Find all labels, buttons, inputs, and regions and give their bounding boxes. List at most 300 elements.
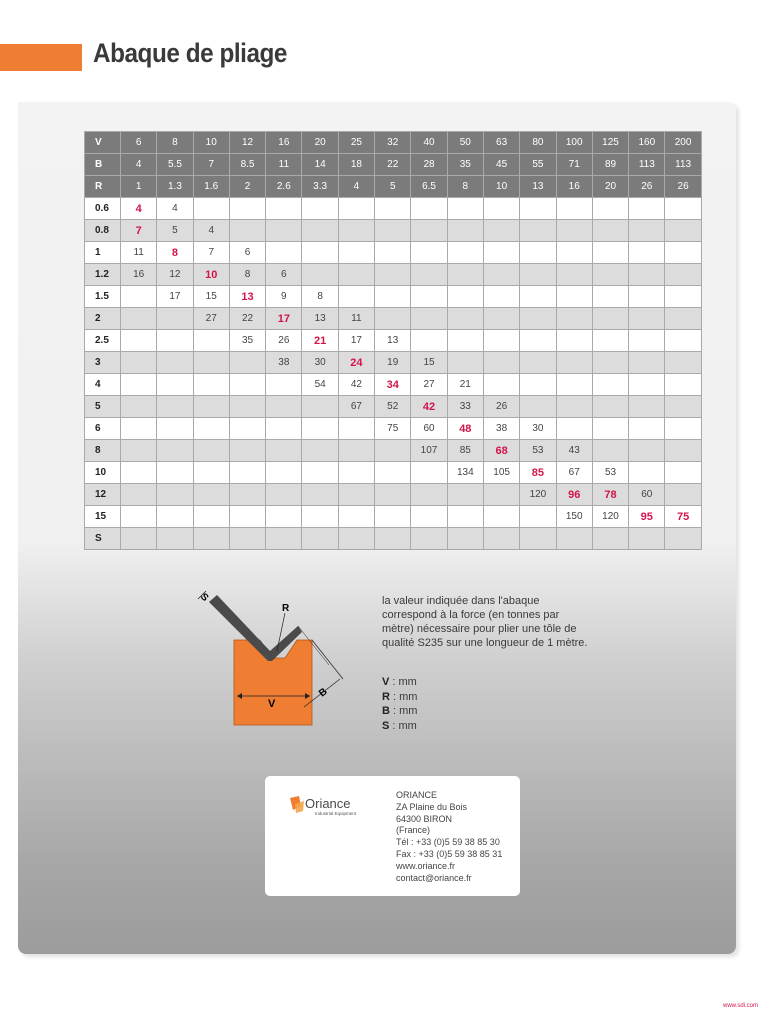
bending-diagram	[192, 585, 362, 735]
table-cell	[665, 440, 701, 462]
footer-mark: www.sdi.com	[722, 1003, 758, 1009]
table-cell	[520, 506, 556, 528]
table-cell	[483, 308, 519, 330]
table-cell	[302, 462, 338, 484]
table-cell	[520, 374, 556, 396]
row-header: 5	[85, 396, 121, 418]
table-cell	[338, 286, 374, 308]
table-cell: 96	[556, 484, 592, 506]
table-cell: 120	[520, 484, 556, 506]
table-cell	[665, 374, 701, 396]
contact-company: ORIANCE	[396, 790, 438, 800]
table-cell	[193, 396, 229, 418]
table-cell	[302, 440, 338, 462]
table-cell	[592, 308, 628, 330]
table-cell: 26	[483, 396, 519, 418]
row-header: 1.5	[85, 286, 121, 308]
table-cell	[556, 242, 592, 264]
table-cell	[629, 352, 665, 374]
table-cell	[121, 396, 157, 418]
table-cell: 5	[375, 176, 411, 198]
table-cell	[629, 286, 665, 308]
table-cell	[375, 198, 411, 220]
table-cell	[447, 286, 483, 308]
table-cell: 13	[520, 176, 556, 198]
table-row	[85, 352, 702, 374]
table-cell	[411, 462, 447, 484]
table-cell: 19	[375, 352, 411, 374]
table-cell	[411, 286, 447, 308]
table-cell: 75	[375, 418, 411, 440]
table-cell: 150	[556, 506, 592, 528]
table-cell	[375, 440, 411, 462]
table-cell	[665, 462, 701, 484]
table-cell	[483, 220, 519, 242]
row-header: 3	[85, 352, 121, 374]
table-cell	[266, 418, 302, 440]
table-row	[85, 264, 702, 286]
table-cell	[157, 374, 193, 396]
table-cell	[229, 220, 265, 242]
table-row	[85, 242, 702, 264]
table-cell: 32	[375, 132, 411, 154]
table-cell	[483, 330, 519, 352]
table-row	[85, 484, 702, 506]
table-cell: 78	[592, 484, 628, 506]
table-cell: 1.6	[193, 176, 229, 198]
table-cell: 6.5	[411, 176, 447, 198]
table-cell	[447, 506, 483, 528]
table-cell: 10	[193, 132, 229, 154]
table-cell: 27	[193, 308, 229, 330]
table-cell	[193, 528, 229, 550]
table-cell	[411, 484, 447, 506]
table-cell	[375, 506, 411, 528]
row-header: 8	[85, 440, 121, 462]
table-cell	[375, 528, 411, 550]
table-cell	[592, 418, 628, 440]
table-cell	[665, 264, 701, 286]
r-label: R	[282, 603, 290, 614]
table-cell: 60	[629, 484, 665, 506]
svg-text:Industrial Equipment: Industrial Equipment	[315, 811, 357, 816]
table-cell	[665, 220, 701, 242]
row-header: 2	[85, 308, 121, 330]
table-cell	[629, 242, 665, 264]
contact-fax: Fax : +33 (0)5 59 38 85 31	[396, 848, 503, 859]
table-cell	[483, 528, 519, 550]
table-cell: 8	[302, 286, 338, 308]
table-cell	[520, 286, 556, 308]
table-cell	[121, 484, 157, 506]
table-row	[85, 396, 702, 418]
title-accent-bar	[0, 44, 82, 71]
table-cell	[338, 418, 374, 440]
table-cell: 6	[121, 132, 157, 154]
table-cell	[302, 198, 338, 220]
table-cell: 8	[157, 132, 193, 154]
table-cell	[483, 352, 519, 374]
table-cell	[556, 396, 592, 418]
row-header: 6	[85, 418, 121, 440]
table-cell	[556, 264, 592, 286]
table-cell	[157, 418, 193, 440]
table-cell	[556, 528, 592, 550]
unit-v: V : mm	[382, 676, 417, 688]
table-cell	[121, 352, 157, 374]
table-cell	[592, 440, 628, 462]
table-cell: 60	[411, 418, 447, 440]
table-cell	[157, 484, 193, 506]
table-cell: 35	[229, 330, 265, 352]
table-cell	[520, 242, 556, 264]
table-cell	[338, 198, 374, 220]
svg-text:Oriance: Oriance	[305, 796, 351, 811]
table-cell	[375, 264, 411, 286]
table-cell	[229, 198, 265, 220]
table-header-row	[85, 154, 702, 176]
table-cell: 26	[266, 330, 302, 352]
table-cell: 95	[629, 506, 665, 528]
table-cell: 100	[556, 132, 592, 154]
row-header: V	[85, 132, 121, 154]
row-header: 15	[85, 506, 121, 528]
table-cell	[592, 220, 628, 242]
table-cell	[411, 528, 447, 550]
row-header: 1.2	[85, 264, 121, 286]
table-cell: 14	[302, 154, 338, 176]
table-cell	[121, 330, 157, 352]
table-cell: 13	[375, 330, 411, 352]
table-cell	[629, 440, 665, 462]
table-cell	[556, 198, 592, 220]
row-header: B	[85, 154, 121, 176]
table-cell: 6	[266, 264, 302, 286]
table-cell: 26	[665, 176, 701, 198]
table-cell	[629, 264, 665, 286]
table-cell: 7	[121, 220, 157, 242]
table-cell	[157, 462, 193, 484]
table-row	[85, 308, 702, 330]
table-cell	[556, 330, 592, 352]
table-cell	[411, 198, 447, 220]
table-cell: 27	[411, 374, 447, 396]
table-cell	[157, 308, 193, 330]
table-cell: 52	[375, 396, 411, 418]
table-cell	[447, 528, 483, 550]
table-cell	[447, 264, 483, 286]
table-cell: 1	[121, 176, 157, 198]
table-cell: 7	[193, 154, 229, 176]
table-cell	[629, 396, 665, 418]
table-cell	[302, 506, 338, 528]
table-cell: 45	[483, 154, 519, 176]
table-cell	[193, 352, 229, 374]
table-cell: 134	[447, 462, 483, 484]
table-cell	[520, 220, 556, 242]
table-cell: 48	[447, 418, 483, 440]
table-cell	[556, 418, 592, 440]
table-cell	[338, 264, 374, 286]
table-cell: 42	[411, 396, 447, 418]
table-cell	[483, 242, 519, 264]
table-cell	[629, 220, 665, 242]
table-cell: 21	[447, 374, 483, 396]
table-cell	[193, 330, 229, 352]
table-cell	[157, 330, 193, 352]
table-cell: 71	[556, 154, 592, 176]
table-row	[85, 198, 702, 220]
table-cell: 22	[229, 308, 265, 330]
table-cell: 113	[629, 154, 665, 176]
table-cell	[665, 528, 701, 550]
table-row	[85, 330, 702, 352]
table-cell	[629, 308, 665, 330]
table-cell	[121, 528, 157, 550]
table-cell	[266, 396, 302, 418]
table-cell: 16	[556, 176, 592, 198]
table-cell	[302, 396, 338, 418]
table-cell: 5	[157, 220, 193, 242]
table-cell	[665, 352, 701, 374]
table-cell	[121, 506, 157, 528]
table-cell: 18	[338, 154, 374, 176]
table-cell: 85	[447, 440, 483, 462]
table-cell	[302, 418, 338, 440]
table-cell	[411, 330, 447, 352]
table-cell	[665, 484, 701, 506]
table-cell	[375, 484, 411, 506]
table-cell	[665, 242, 701, 264]
table-row	[85, 528, 702, 550]
table-cell	[483, 264, 519, 286]
contact-country: (France)	[396, 825, 431, 836]
table-cell: 2	[229, 176, 265, 198]
contact-email[interactable]: contact@oriance.fr	[396, 872, 472, 883]
contact-details	[396, 790, 502, 884]
table-cell	[556, 352, 592, 374]
table-cell: 20	[302, 132, 338, 154]
table-cell: 28	[411, 154, 447, 176]
unit-s: S : mm	[382, 719, 417, 732]
table-cell	[629, 462, 665, 484]
table-cell	[520, 308, 556, 330]
table-cell: 40	[411, 132, 447, 154]
table-cell	[411, 506, 447, 528]
table-cell: 80	[520, 132, 556, 154]
table-cell	[592, 528, 628, 550]
table-cell: 50	[447, 132, 483, 154]
table-cell: 16	[266, 132, 302, 154]
table-row	[85, 418, 702, 440]
table-cell	[520, 528, 556, 550]
bending-chart-table	[84, 131, 702, 550]
table-cell: 30	[302, 352, 338, 374]
contact-website[interactable]: www.oriance.fr	[396, 860, 456, 871]
table-cell	[592, 198, 628, 220]
table-cell	[592, 286, 628, 308]
table-cell: 200	[665, 132, 701, 154]
table-cell	[375, 462, 411, 484]
table-cell: 22	[375, 154, 411, 176]
row-header: 4	[85, 374, 121, 396]
table-cell: 25	[338, 132, 374, 154]
table-cell: 5.5	[157, 154, 193, 176]
table-cell	[665, 396, 701, 418]
table-cell: 33	[447, 396, 483, 418]
table-cell	[520, 352, 556, 374]
table-cell	[592, 242, 628, 264]
table-cell	[157, 506, 193, 528]
table-cell: 8	[229, 264, 265, 286]
table-cell	[302, 220, 338, 242]
table-cell	[483, 198, 519, 220]
table-cell: 53	[520, 440, 556, 462]
table-header-row	[85, 132, 702, 154]
table-cell: 9	[266, 286, 302, 308]
table-cell: 8	[157, 242, 193, 264]
oriance-logo	[287, 794, 382, 818]
table-cell	[520, 330, 556, 352]
row-header: 10	[85, 462, 121, 484]
table-cell	[121, 374, 157, 396]
table-row	[85, 220, 702, 242]
table-cell: 113	[665, 154, 701, 176]
table-cell: 20	[592, 176, 628, 198]
table-cell	[447, 352, 483, 374]
table-cell	[229, 374, 265, 396]
table-cell	[411, 220, 447, 242]
table-cell	[266, 440, 302, 462]
table-cell	[629, 330, 665, 352]
table-cell	[229, 506, 265, 528]
table-cell	[592, 330, 628, 352]
table-row	[85, 374, 702, 396]
table-cell	[266, 374, 302, 396]
table-cell	[375, 286, 411, 308]
table-cell: 4	[193, 220, 229, 242]
table-cell: 38	[266, 352, 302, 374]
table-cell	[665, 286, 701, 308]
table-cell	[121, 308, 157, 330]
table-cell: 1.3	[157, 176, 193, 198]
table-cell: 12	[157, 264, 193, 286]
table-cell	[266, 198, 302, 220]
table-cell: 34	[375, 374, 411, 396]
table-cell	[338, 484, 374, 506]
table-cell	[592, 396, 628, 418]
contact-city: 64300 BIRON	[396, 813, 453, 824]
table-cell	[157, 440, 193, 462]
table-cell	[447, 330, 483, 352]
row-header: R	[85, 176, 121, 198]
table-cell	[629, 528, 665, 550]
table-cell: 89	[592, 154, 628, 176]
table-cell	[229, 440, 265, 462]
table-row	[85, 440, 702, 462]
table-cell: 4	[338, 176, 374, 198]
table-cell	[302, 264, 338, 286]
table-cell	[229, 418, 265, 440]
table-cell	[447, 484, 483, 506]
table-cell	[665, 198, 701, 220]
table-cell: 125	[592, 132, 628, 154]
table-cell	[411, 242, 447, 264]
table-cell: 26	[629, 176, 665, 198]
table-cell	[629, 198, 665, 220]
table-cell: 43	[556, 440, 592, 462]
table-cell	[157, 352, 193, 374]
contact-card	[265, 776, 520, 896]
table-cell: 67	[556, 462, 592, 484]
table-cell	[121, 286, 157, 308]
unit-r: R : mm	[382, 690, 418, 703]
units-legend	[382, 675, 417, 733]
table-row	[85, 462, 702, 484]
table-cell	[447, 198, 483, 220]
table-cell: 11	[266, 154, 302, 176]
table-cell	[592, 352, 628, 374]
table-cell	[193, 418, 229, 440]
table-cell: 4	[157, 198, 193, 220]
table-cell	[229, 396, 265, 418]
table-cell	[592, 374, 628, 396]
table-cell: 8.5	[229, 154, 265, 176]
table-cell: 13	[229, 286, 265, 308]
b-label: B	[317, 686, 330, 700]
table-cell: 35	[447, 154, 483, 176]
table-cell	[483, 286, 519, 308]
contact-phone: Tél : +33 (0)5 59 38 85 30	[396, 837, 500, 848]
table-cell	[556, 286, 592, 308]
table-cell	[229, 352, 265, 374]
table-cell	[157, 396, 193, 418]
table-cell: 17	[157, 286, 193, 308]
table-cell	[483, 506, 519, 528]
table-cell	[629, 418, 665, 440]
table-cell	[375, 242, 411, 264]
table-cell	[556, 220, 592, 242]
table-cell	[375, 308, 411, 330]
table-cell: 54	[302, 374, 338, 396]
table-cell	[520, 198, 556, 220]
table-cell	[556, 308, 592, 330]
s-label: S	[197, 591, 211, 604]
table-cell: 120	[592, 506, 628, 528]
table-cell: 38	[483, 418, 519, 440]
table-cell	[193, 462, 229, 484]
table-header-row	[85, 176, 702, 198]
table-cell	[266, 220, 302, 242]
table-cell: 107	[411, 440, 447, 462]
table-cell: 21	[302, 330, 338, 352]
table-row	[85, 286, 702, 308]
table-cell: 16	[121, 264, 157, 286]
table-cell: 11	[121, 242, 157, 264]
table-cell: 160	[629, 132, 665, 154]
chart-description: la valeur indiquée dans l'abaque correspond à la force (en tonnes par mètre) nécessaire pour plier une tôle de qualité S235 sur une longueur de 1 mètre.	[382, 595, 588, 649]
table-cell	[302, 242, 338, 264]
table-cell: 7	[193, 242, 229, 264]
table-row	[85, 506, 702, 528]
table-cell: 85	[520, 462, 556, 484]
table-cell	[447, 242, 483, 264]
table-cell: 75	[665, 506, 701, 528]
table-cell	[193, 506, 229, 528]
table-cell	[338, 440, 374, 462]
table-cell	[338, 528, 374, 550]
table-cell	[520, 264, 556, 286]
